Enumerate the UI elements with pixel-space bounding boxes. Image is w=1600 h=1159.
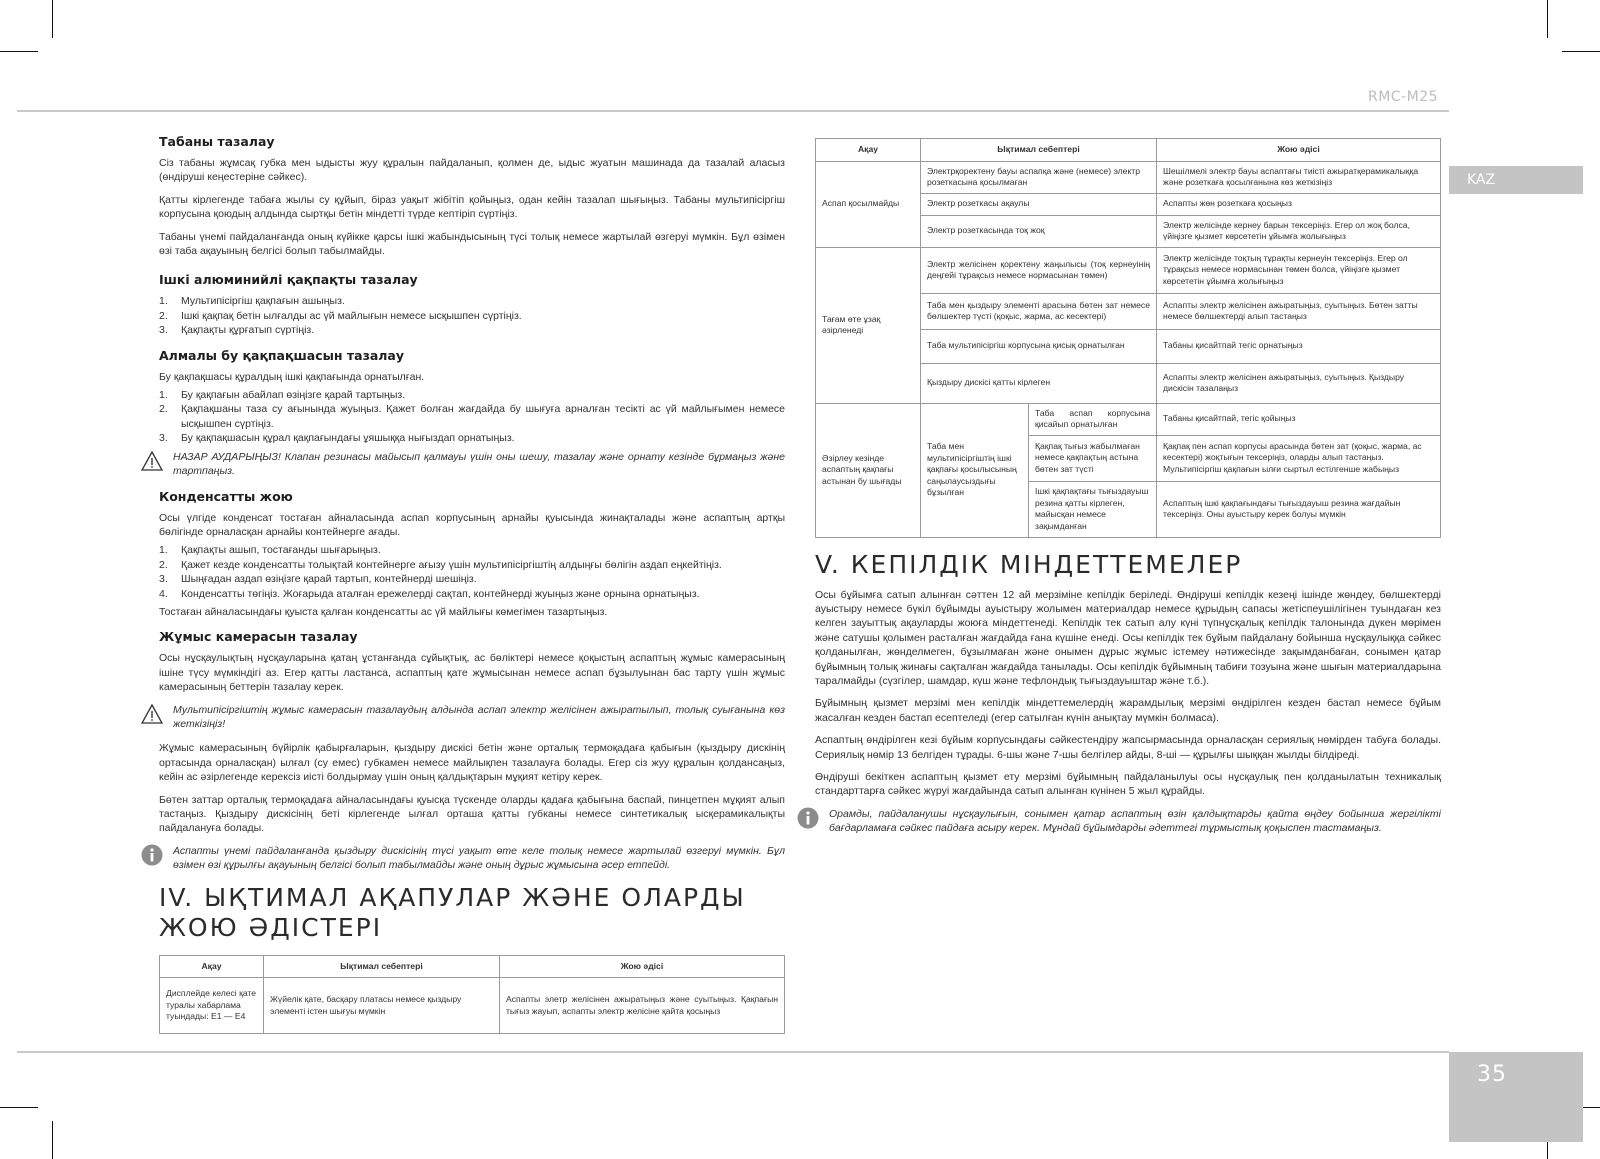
paragraph: Осы бұйымға сатып алынған сәттен 12 ай мерзіміне кепілдік беріледі. Өндіруші кепілдік кезеңі ішінде жөндеу, бөлшектерді ауыстыру немесе бүкіл бұйымды ауыстыру жолымен материалдар немесе құрыдың сапасы жетіспеушілігінен туындаған кез келген зауыттық ақауларды жоюға міндеттенеді. Кепілдік тек сатып алу күні түпнұсқалық кепілдік талонында дүкен мөрімен және сатушы қолымен расталған жағдайда ғана күшіне енеді. Осы кепілдік тек бұйым пайдалану бойынша нұсқаулыққа сәйкес қолданылған, жөнделмеген, бұзылмаған және онымен дұрыс жұмыс істемеу нәтижесінде зақымданбаған, сонымен қатар бұйымның толық жинағы сақталған жағдайда танылады. Осы кепілдік бұйымның табиғи тозуына және шығын материалдарына таралмайды (сүзгілер, шамдар, күш және тефлондық тығыздауыштар және т.б.).	[815, 588, 1441, 687]
table-cell: Таба мен мультипісіргіштің ішкі қақпағы қосылысының саңылаусыздығы бұзылған	[921, 403, 1029, 537]
list-item: 3. Бу қақпақшасын құрал қақпағындағы ұяшыққа нығыздап орнатыңыз.	[159, 432, 515, 445]
table-cell: Тағам өте ұзақ әзірленеді	[816, 247, 921, 403]
table-cell: Аспаптың ішкі қақпағындағы тығыздауыш резина жағдайын тексеріңіз. Оны ауыстыру керек болуы мүмкін	[1157, 481, 1441, 537]
column-header: Ықтимал себептері	[264, 955, 500, 978]
steps-list	[159, 294, 785, 337]
crop-mark	[0, 51, 38, 52]
warning-text: Мультипісіргіштің жұмыс камерасын тазалаудың алдында аспап электр желісінен ажыратылып, толық суығанына көз жеткізіңіз!	[173, 703, 785, 730]
paragraph: Қатты кірлегенде табаға жылы су құйып, біраз уақыт жібітіп қойыңыз, одан кейін тазалап шығыңыз. Табаны мультипісіргіш корпусына қоюдың алдында сыртқы бетін міндетті түрде кептіріп сүртіңіз.	[159, 193, 785, 221]
column-header: Ақау	[160, 955, 264, 978]
column-header: Жою әдісі	[500, 955, 785, 978]
crop-mark	[0, 1107, 38, 1108]
list-item: 3. Қақпақты құрғатып сүртіңіз.	[159, 324, 315, 337]
table-cell: Таба аспап корпусына қисайып орнатылған	[1029, 403, 1157, 435]
warning-note	[159, 703, 785, 732]
table-cell: Аспапты элетр желісінен ажыратыңыз және суытыңыз. Қақпағын тығыз жауып, аспапты электр желісіне қайта қосыңыз	[500, 978, 785, 1034]
chapter-title-iv: IV. ЫҚТИМАЛ АҚАПУЛАР ЖӘНЕ ОЛАРДЫ ЖОЮ ӘДІСТЕРІ	[159, 882, 746, 942]
table-cell: Электр розеткасында тоқ жоқ	[921, 215, 1157, 247]
table-cell: Аспапты жөн розеткаға қосыңыз	[1157, 193, 1441, 215]
table-cell: Таба мен қыздыру элементі арасына бөтен зат немесе бөлшектер түсті (қоқыс, жарма, ас кесектері)	[921, 293, 1157, 329]
troubleshooting-table-left	[159, 955, 785, 1035]
section-title: Жұмыс камерасын тазалау	[159, 629, 358, 645]
table-cell: Жүйелік қате, басқару платасы немесе қыздыру элементі істен шығуы мүмкін	[264, 978, 500, 1034]
section-title: Алмалы бу қақпақшасын тазалау	[159, 347, 405, 363]
table-header-row	[816, 139, 1441, 162]
table-cell: Аспапты электр желісінен ажыратыңыз, суытыңыз. Бөтен затты немесе бөлшектерді алып тастаңыз	[1157, 293, 1441, 329]
footer-rule	[17, 1051, 1449, 1053]
table-cell: Электр желісінде кернеу барын тексеріңіз. Егер ол жоқ болса, үйіңізге қызмет көрсететін ұйымға жолығыңыз	[1157, 215, 1441, 247]
section-title: Табаны тазалау	[159, 134, 275, 149]
paragraph: Бөтен заттар орталық термоқадаға айналасындағы қуысқа түскенде оларды қадаға қабығына баспай, пинцетпен мұқият алып тастаңыз. Қыздыру дискісінің беті кірлегенде ылғал орташа қатты губканы немесе синтетикалық ысқерамикалықты пайдалануға болады.	[159, 793, 785, 835]
table-row	[160, 978, 785, 1034]
list-item: 1. Қақпақты ашып, тостағанды шығарыңыз.	[159, 544, 381, 557]
table-cell: Электр розеткасы ақаулы	[921, 193, 1157, 215]
table-cell: Таба мультипісіргіш корпусына қисық орнатылған	[921, 329, 1157, 363]
warning-icon	[141, 703, 163, 725]
table-cell: Қақпақ тығыз жабылмаған немесе қақпақтың астына бөтен зат түсті	[1029, 435, 1157, 481]
steps-list	[159, 388, 785, 446]
warning-icon	[141, 450, 163, 472]
table-row	[816, 247, 1441, 293]
warning-note	[159, 450, 785, 479]
info-icon	[797, 807, 819, 829]
paragraph: Бу қақпақшасы құралдың ішкі қақпағында орнатылған.	[159, 370, 425, 383]
page-number: 35	[1449, 1052, 1583, 1142]
table-cell: Электрқоректену бауы аспапқа және (немесе) электр розеткасына қосылмаған	[921, 161, 1157, 193]
right-column	[815, 138, 1441, 846]
paragraph: Осы үлгіде конденсат тостаған айналасында аспап корпусының арнайы қуысында жинақталады және аспаптың артқы бөлігінде орналасқан арнайы контейнерге ағады.	[159, 511, 785, 538]
chapter-title-v: V. КЕПІЛДІК МІНДЕТТЕМЕЛЕР	[815, 549, 1243, 579]
language-tab: KAZ	[1449, 166, 1583, 194]
crop-mark	[1547, 0, 1548, 38]
table-cell: Электр желісінде тоқтың тұрақты кернеуін тексеріңіз. Егер ол тұрақсыз немесе нормасынан төмен болса, үйіңізге қызмет көрсететін ұйымға жолығыңыз	[1157, 247, 1441, 293]
steps-list	[159, 543, 785, 601]
list-item: 3. Шыңғадан аздап өзіңізге қарай тартып, контейнерді шешіңіз.	[159, 573, 477, 586]
paragraph: Жұмыс камерасының бүйірлік қабырғаларын, қыздыру дискісі бетін және орталық термоқадаға қабығын (қыздыру дискінің ортасында орналасқан) ылғал (су емес) губкамен немесе майлықпен тазалауға болады. Егер сіз жуу құралын қолдансаңыз, кейін ас әзірлегенде керексіз иісті болдырмау үшін оның қалдықтарын мұқият кетіру керек.	[159, 742, 785, 784]
table-cell: Аспапты электр желісінен ажыратыңыз, суытыңыз. Қыздыру дискісін тазалаңыз	[1157, 363, 1441, 403]
table-cell: Қақпақ пен аспап корпусы арасында бөтен зат (қоқыс, жарма, ас кесектері) жоқтығын тексеріңіз, оларды алып тастаңыз. Мультипісіргіш қақпағын ылғи сыртыл естілгенше жабыңыз	[1157, 435, 1441, 481]
table-cell: Әзірлеу кезінде аспаптың қақпағы астынан бу шығады	[816, 403, 921, 537]
table-cell: Аспап қосылмайды	[816, 161, 921, 247]
model-number: RMC-M25	[1368, 89, 1439, 105]
left-column	[159, 134, 785, 1034]
warning-text: НАЗАР АУДАРЫҢЫЗ! Клапан резинасы майысып қалмауы үшін оны шешу, тазалау және орнату кезінде бұрмаңыз және тартпаңыз.	[173, 450, 785, 478]
table-cell: Шешілмелі электр бауы аспаптағы тиісті ажыратқерамикалыққа және розеткаға қосылғанына көз жеткізіңіз	[1157, 161, 1441, 193]
paragraph: Осы нұсқаулықтың нұсқауларына қатаң ұстанғанда сұйықтық, ас бөліктері немесе қоқыстың аспаптың жұмыс камерасының ішіне түсу мүмкіндігі аз. Егер қатты ластанса, аспаптың қате жұмысынан немесе аспап бұзылуынан бас тарту үшін жұмыс камерасының беттерін тазалау керек.	[159, 652, 785, 694]
section-chamber	[159, 629, 785, 872]
table-row	[816, 161, 1441, 193]
list-item: 2. Қақпақшаны таза су ағынында жуыңыз. Қажет болған жағдайда бу шығуға арналған тесікті ас үй майлығымен немесе ысқышпен сүртіңіз.	[159, 403, 785, 430]
column-header: Ықтимал себептері	[921, 139, 1157, 162]
table-cell: Ішкі қақпақтағы тығыздауыш резина қатты кірлеген, майысқан немесе зақымданған	[1029, 481, 1157, 537]
list-item: 1. Бу қақпағын абайлап өзіңізге қарай тартыңыз.	[159, 389, 406, 402]
list-item: 1. Мультипісіргіш қақпағын ашыңыз.	[159, 295, 345, 308]
crop-mark	[52, 0, 53, 38]
table-cell: Табаны қисайтпай тегіс орнатыңыз	[1157, 329, 1441, 363]
list-item: 2. Қажет кезде конденсатты толықтай контейнерге ағызу үшін мультипісіргіштің алдыңғы бөлігін аздап еңкейтіңіз.	[159, 558, 722, 571]
info-icon	[141, 844, 163, 866]
table-row	[816, 403, 1441, 435]
header-rule	[17, 110, 1449, 112]
list-item: 2. Ішкі қақпақ бетін ылғалды ас үй майлығын немесе ысқышпен сүртіңіз.	[159, 309, 522, 322]
column-header: Жою әдісі	[1157, 139, 1441, 162]
list-item: 4. Конденсатты төгіңіз. Жоғарыда аталған ережелерді сақтап, контейнерді жуыңыз және орнына орнатыңыз.	[159, 587, 700, 600]
section-title: Ішкі алюминийлі қақпақты тазалау	[159, 272, 418, 288]
table-cell: Электр желісінен қоректену жаңылысы (тоқ кернеуінің деңгейі тұрақсыз немесе нормасынан төмен)	[921, 247, 1157, 293]
info-text: Орамды, пайдаланушы нұсқаулығын, сонымен қатар аспаптың өзін қалдықтарды қайта өңдеу бойынша жергілікті бағдарламаға сәйкес пайдаға асыру керек. Мұндай бұйымдарды әдеттегі тұрмыстық қоқыспен тастамаңыз.	[829, 807, 1441, 835]
paragraph: Тостаған айналасындағы қуыста қалған конденсатты ас үй майлығы көмегімен тазартыңыз.	[159, 605, 608, 618]
table-header-row	[160, 955, 785, 978]
info-note	[815, 807, 1441, 836]
column-header: Ақау	[816, 139, 921, 162]
table-cell: Табаны қисайтпай, тегіс қойыңыз	[1157, 403, 1441, 435]
paragraph: Аспаптың өндірілген кезі бұйым корпусындағы сәйкестендіру жапсырмасында орналасқан сериялық нөмірден табуға болады. Сериялық нөмір 13 белгіден тұрады. 6-шы және 7-шы белгілер айды, 8-ші — құрылғы шыққан жылды білдіреді.	[815, 734, 1441, 761]
section-pan-cleaning	[159, 134, 785, 258]
paragraph: Өндіруші бекіткен аспаптың қызмет ету мерзімі бұйымның пайдаланылуы осы нұсқаулық пен қолданылатын техникалық стандарттарға сәйкес жүруі жағдайында сатып алынған күнінен 5 жыл құрайды.	[815, 770, 1441, 798]
crop-mark	[52, 1121, 53, 1159]
crop-mark	[1562, 51, 1600, 52]
info-note	[159, 844, 785, 873]
info-text: Аспапты үнемі пайдаланғанда қыздыру дискісінің түсі уақыт өте келе толық немесе жартылай өзгеруі мүмкін. Бұл өзімен өзі құрылғы ақауының белгісі болып табылмайды және оның дұрыс жұмысына әсер етпейді.	[173, 844, 785, 872]
table-cell: Қыздыру дискісі қатты кірлеген	[921, 363, 1157, 403]
section-title: Конденсатты жою	[159, 488, 293, 504]
section-steam-valve	[159, 348, 785, 479]
paragraph: Сіз табаны жұмсақ губка мен ыдысты жуу құралын пайдаланып, қолмен де, ыдыс жуатын машинада да тазалай аласыз (өндіруші кеңестеріне сәйкес).	[159, 157, 785, 184]
section-condensate	[159, 489, 785, 620]
paragraph: Бұйымның қызмет мерзімі мен кепілдік міндеттемелердің жарамдылық мерзімі өндірілген кезден бастап немесе бұйым жасалған кезден бастап есептеледі (егер сатылған күнін анықтау мүмкін болмаса).	[815, 697, 1441, 724]
troubleshooting-table-right	[815, 138, 1441, 538]
table-cell: Дисплейде келесі қате туралы хабарлама туындады: E1 — E4	[160, 978, 264, 1034]
section-inner-lid	[159, 272, 785, 337]
paragraph: Табаны үнемі пайдаланғанда оның күйікке қарсы ішкі жабындысының түсі толық немесе жартылай өзгеруі мүмкін. Бұл өзімен өзі таба ақауының белгісі болып табылмайды.	[159, 230, 785, 258]
